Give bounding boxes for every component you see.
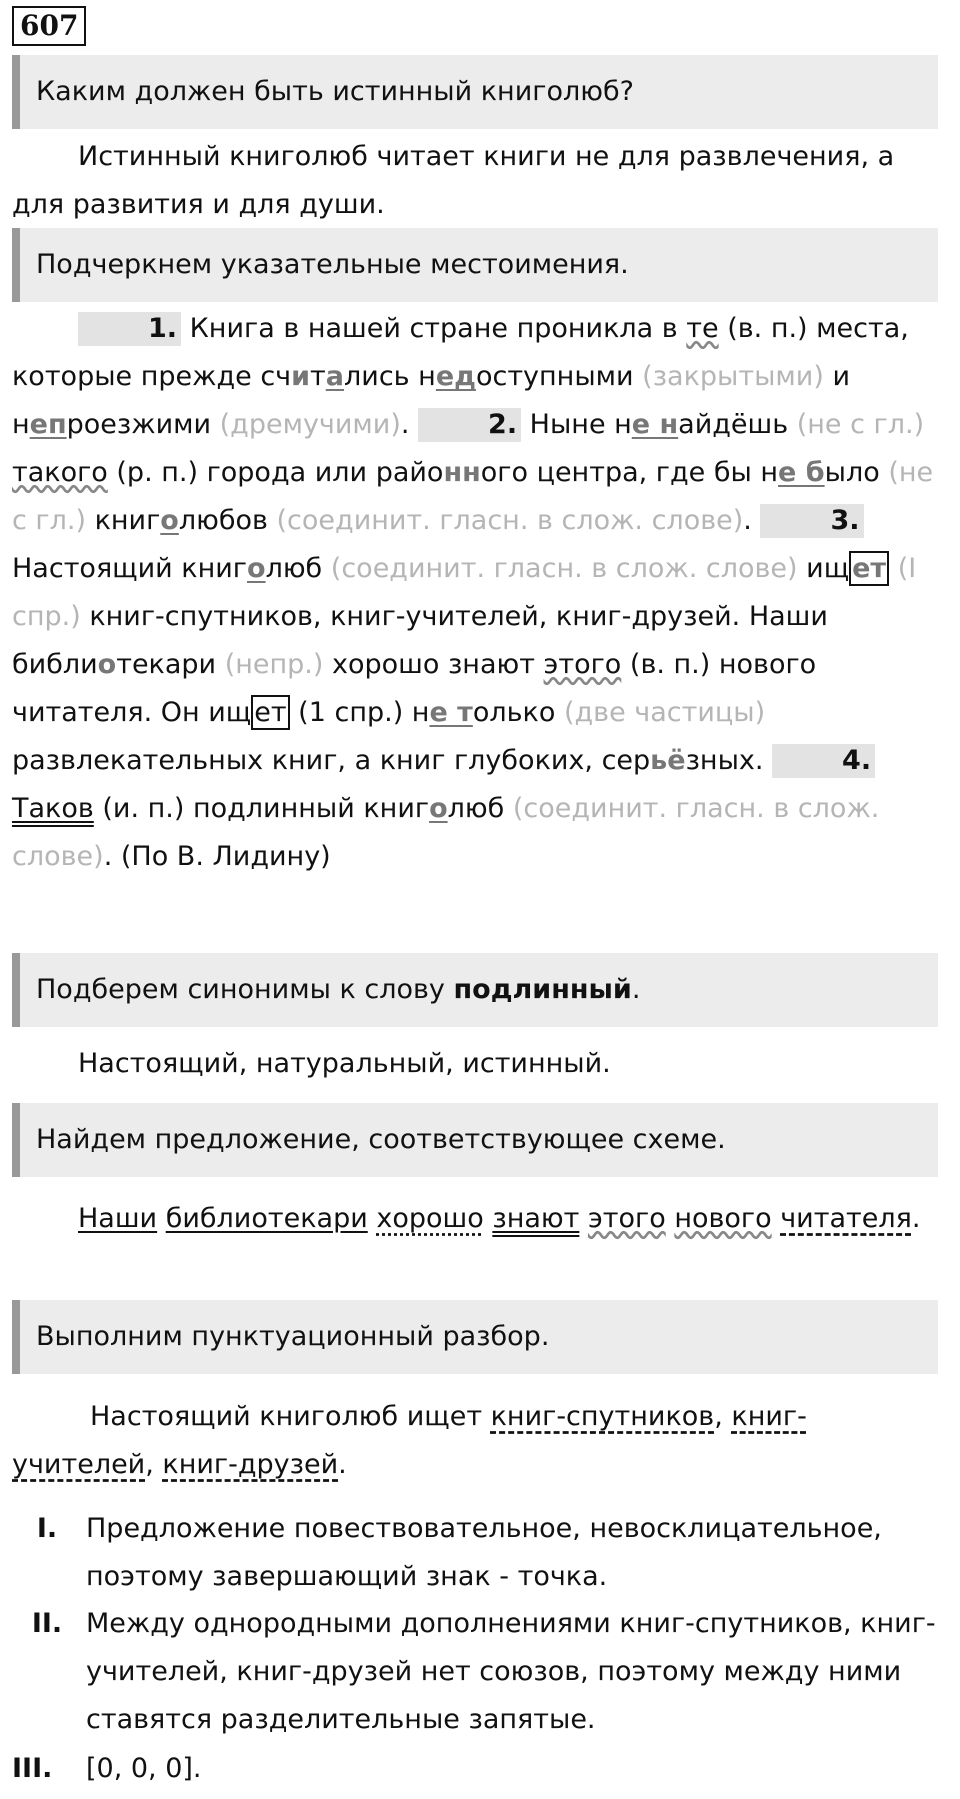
task-heading-1: Каким должен быть истинный книголюб? <box>12 55 938 129</box>
demonstrative-pronoun: этого <box>543 649 622 680</box>
analysis-item-2: II. Между однородными дополнениями книг-спутников, книг-учителей, книг-друзей нет союзов, поэтому между ними ставятся разделительные запятые. <box>31 1608 936 1735</box>
exercise-number: 607 <box>12 6 86 46</box>
answer-1: Истинный книголюб читает книги не для развлечения, а для развития и для души. <box>12 141 895 220</box>
task-heading-4: Найдем предложение, соответствующее схеме. <box>12 1103 938 1177</box>
punctuation-sentence: Настоящий книголюб ищет книг-спутников, книг-учителей, книг-друзей. <box>12 1401 807 1480</box>
demonstrative-pronoun: те <box>686 313 719 344</box>
sentence-number: 1. <box>78 312 181 346</box>
synonyms-answer: Настоящий, натуральный, истинный. <box>78 1048 611 1079</box>
main-text: 1. Книга в нашей стране проникла в те (в. п.) места, которые прежде считались недоступными (закрытыми) и непроезжими (дремучими). 2. Ныне не найдёшь (не с гл.) такого (р. п.) города или районного центра, где бы не было (не с гл.) книголюбов (соединит. гласн. в слож. слове). 3. Настоящий книголюб (соединит. гласн. в слож. слове) ищ ет (I спр.) книг-спутников, книг-учителей, книг-друзей. Наши библиотекари (непр.) хорошо знают этого (в. п.) нового читателя. Он ищ ет (1 спр.) не только (две частицы) развлекательных книг, а книг глубоких, серьёзных. 4. Таков (и. п.) подлинный книголюб (соединит. гласн. в слож. слове). (По В. Лидину) <box>12 313 934 872</box>
scheme-sentence: Наши библиотекари хорошо знают этого нового читателя. <box>78 1203 921 1234</box>
sentence-number: 2. <box>418 408 521 442</box>
task-heading-5: Выполним пунктуационный разбор. <box>12 1300 938 1374</box>
demonstrative-pronoun: Таков <box>12 793 94 824</box>
analysis-item-1: I. Предложение повествовательное, невосклицательное, поэтому завершающий знак - точка. <box>36 1513 882 1592</box>
sentence-number: 4. <box>772 744 875 778</box>
task-heading-2: Подчеркнем указательные местоимения. <box>12 228 938 302</box>
demonstrative-pronoun: такого <box>12 457 108 488</box>
task-heading-3: Подберем синонимы к слову подлинный. <box>12 953 938 1027</box>
sentence-number: 3. <box>760 504 863 538</box>
analysis-item-3: III. [0, 0, 0]. <box>12 1753 202 1784</box>
